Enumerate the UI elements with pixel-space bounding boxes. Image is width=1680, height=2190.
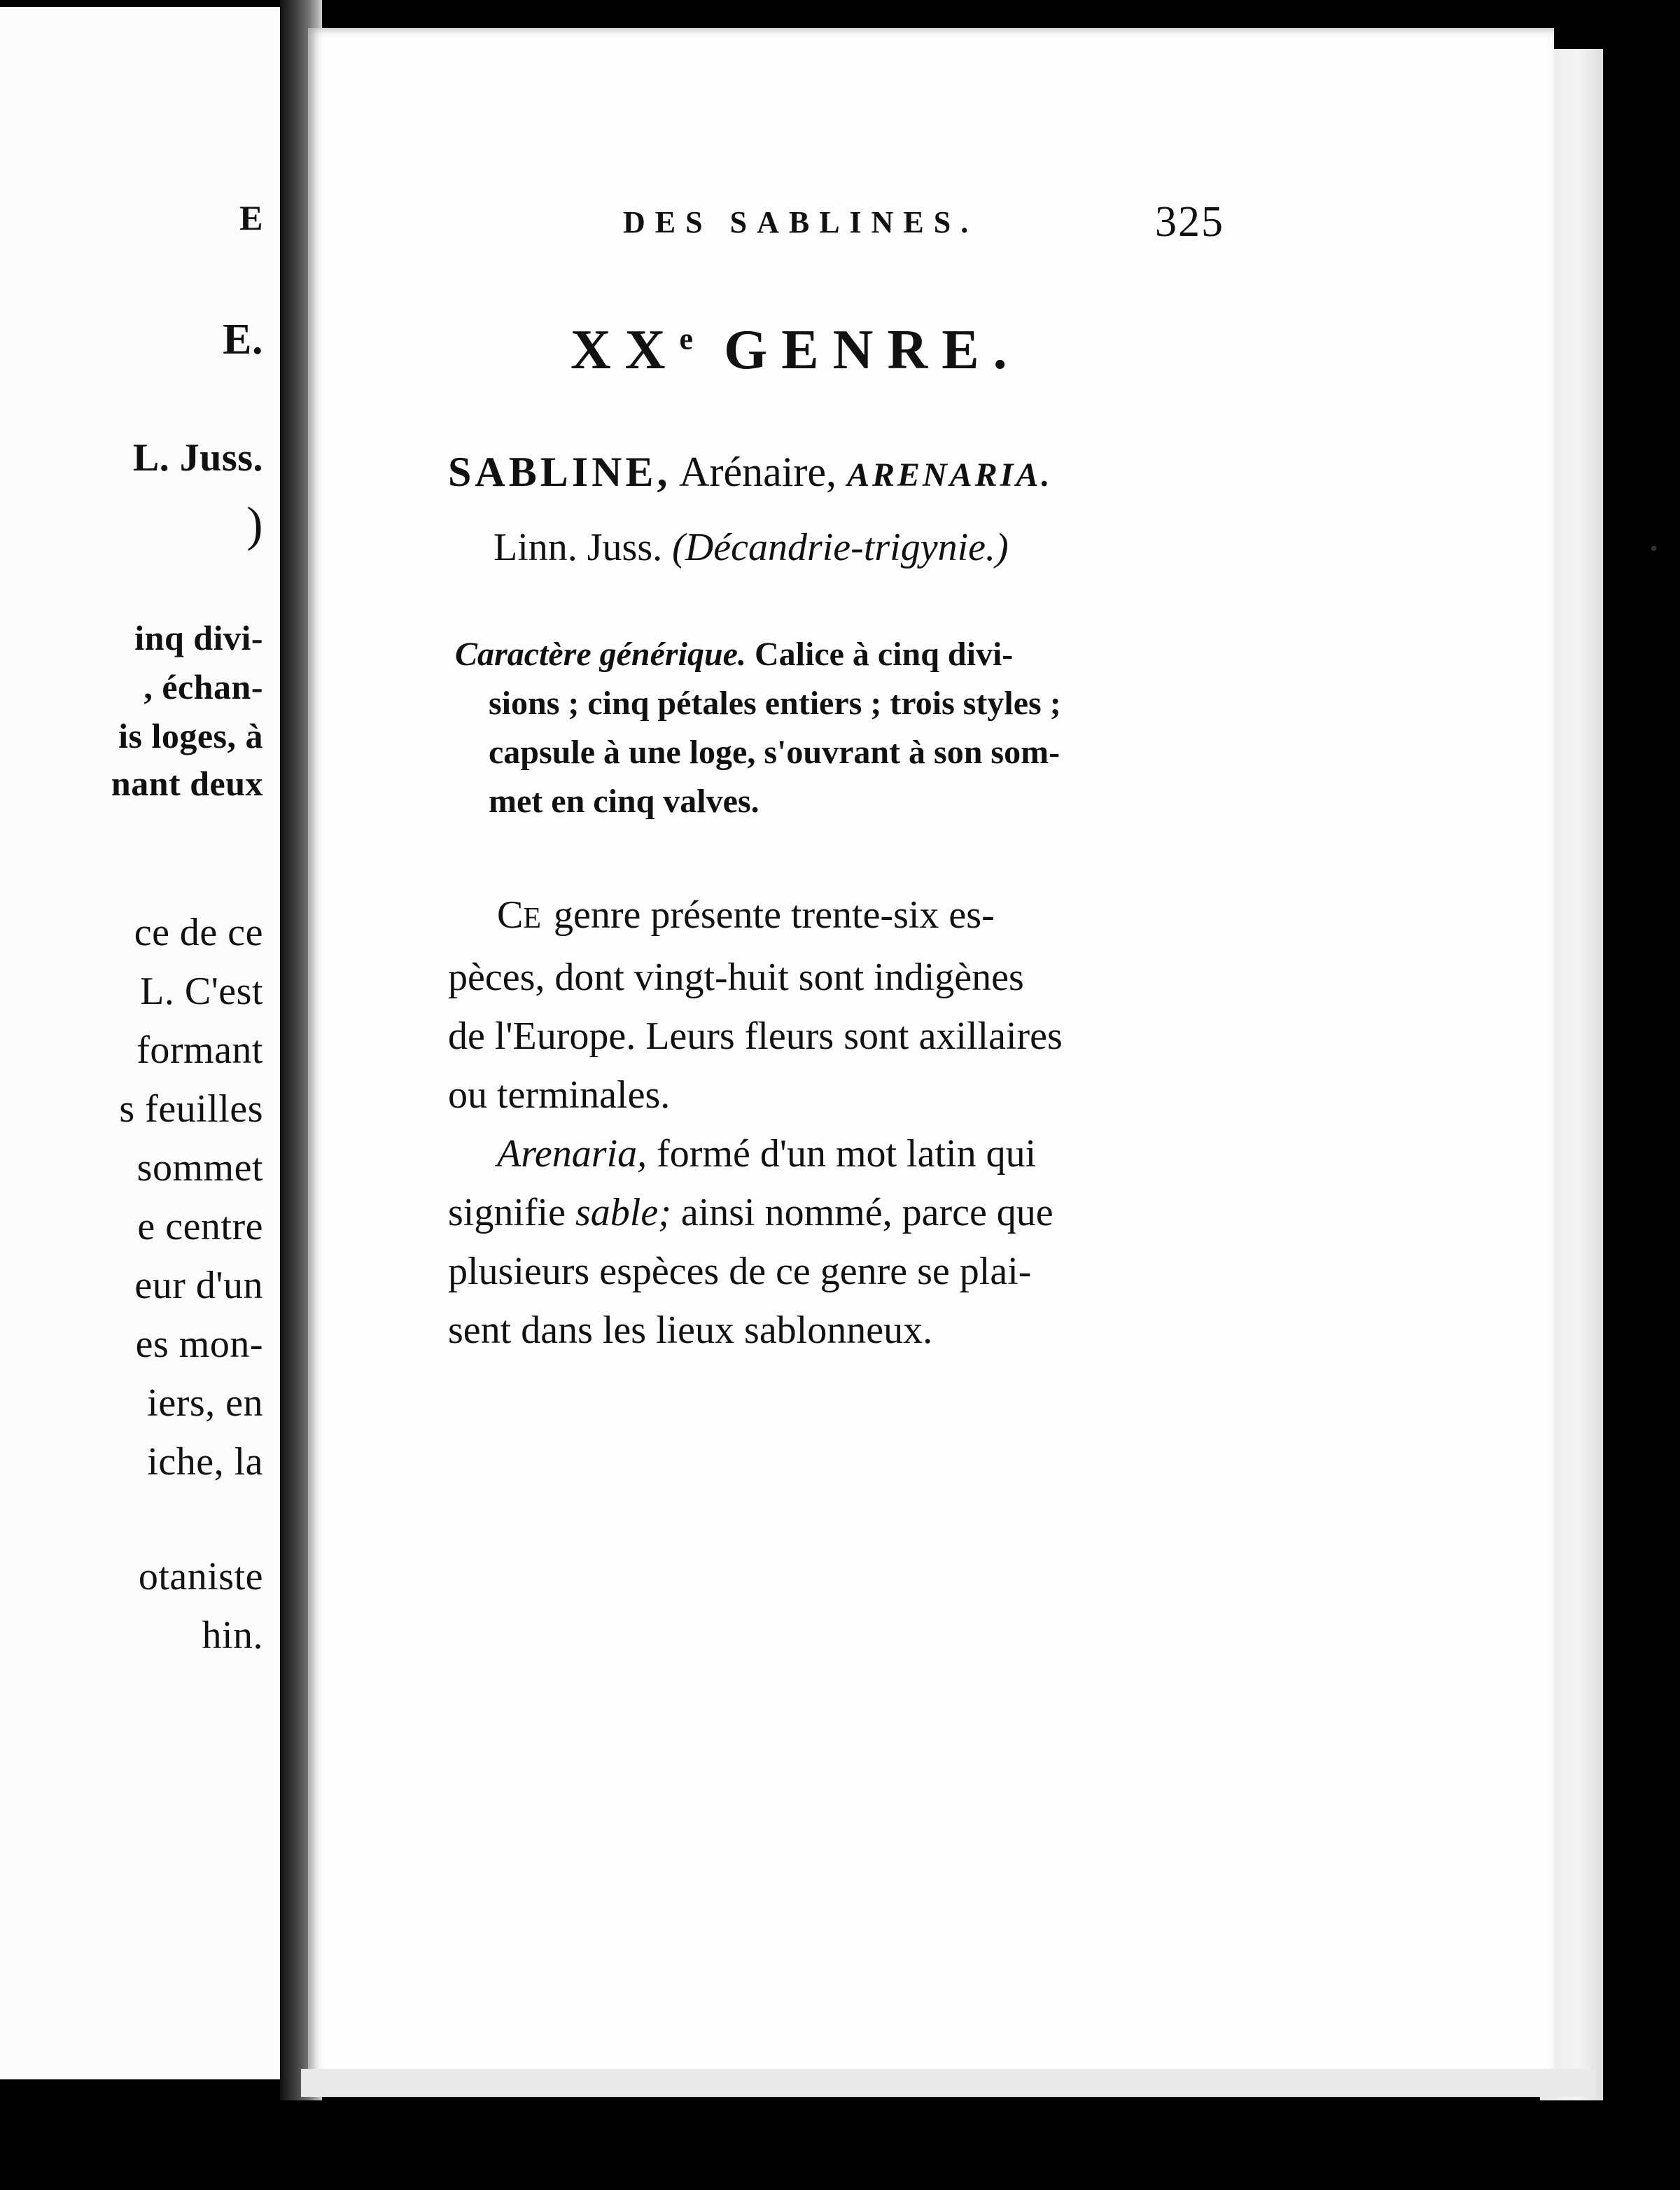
left-line: eur d'un — [134, 1264, 263, 1307]
paragraph-line: plusieurs espèces de ce genre se plai- — [448, 1250, 1032, 1293]
left-line: nant deux — [111, 764, 263, 803]
left-line: L. Juss. — [132, 436, 263, 480]
paragraph-line: de l'Europe. Leurs fleurs sont axillaires — [448, 1014, 1063, 1058]
drop-cap: C — [497, 893, 524, 937]
left-line: iers, en — [147, 1381, 263, 1425]
characteristic-text: Calice à cinq divi- — [754, 636, 1014, 673]
left-line: e centre — [137, 1205, 263, 1248]
left-line: es mon- — [135, 1323, 263, 1366]
left-line: iche, la — [147, 1440, 263, 1484]
page-number: 325 — [1155, 198, 1224, 246]
paragraph-text: genre présente trente-six es- — [554, 893, 995, 937]
description-text — [448, 886, 1246, 1360]
linnaean-class: (Décandrie-trigynie.) — [672, 526, 1009, 569]
paragraph-line: sent dans les lieux sablonneux. — [448, 1309, 933, 1352]
left-line: is loges, à — [118, 716, 263, 755]
left-line: ce de ce — [134, 911, 263, 954]
left-line: E — [239, 198, 263, 237]
french-name: Arénaire, — [679, 449, 836, 495]
small-cap: E — [523, 902, 545, 935]
running-head: DES SABLINES. — [623, 205, 979, 239]
paragraph-line — [448, 1124, 1246, 1183]
left-line: formant — [136, 1028, 263, 1072]
left-page — [0, 7, 298, 2079]
paragraph-line — [448, 886, 1246, 948]
characteristic-label: Caractère générique. — [455, 636, 746, 673]
characteristic-line: met en cinq valves. — [489, 783, 760, 820]
genre-title-superscript: e — [679, 321, 696, 356]
left-line: sommet — [136, 1146, 263, 1190]
genus-name-line — [448, 448, 1052, 496]
genre-title-word: GENRE. — [724, 319, 1021, 381]
genre-title-numeral: XX — [570, 319, 680, 381]
left-line: , échan- — [144, 667, 263, 706]
authors: Linn. Juss. — [493, 526, 663, 569]
paragraph-text: formé d'un mot latin qui — [657, 1132, 1037, 1176]
page-bottom-edge — [301, 2069, 1596, 2097]
left-line: inq divi- — [134, 618, 263, 657]
characteristic-line: capsule à une loge, s'ouvrant à son som- — [489, 734, 1060, 771]
left-line: s feuilles — [119, 1087, 263, 1131]
left-line: L. C'est — [140, 970, 263, 1013]
left-line: otaniste — [138, 1555, 263, 1598]
author-line — [493, 525, 1009, 570]
scan-speck: • — [1648, 539, 1660, 560]
etymology-term: Arenaria, — [497, 1132, 648, 1176]
latin-name: ARENARIA. — [847, 456, 1053, 494]
left-line: hin. — [202, 1614, 263, 1657]
paragraph-line: ou terminales. — [448, 1073, 671, 1117]
characteristic-line: sions ; cinq pétales entiers ; trois styles ; — [489, 685, 1061, 722]
left-line: E. — [223, 316, 263, 363]
generic-characteristic — [455, 630, 1246, 826]
genre-title — [570, 319, 1130, 382]
characteristic-line — [455, 630, 1246, 679]
paragraph-text: ainsi nommé, parce que — [680, 1191, 1054, 1234]
paragraph-line: pèces, dont vingt-huit sont indigènes — [448, 956, 1024, 999]
etymology-meaning: sable; — [575, 1191, 671, 1234]
paragraph-text: signifie — [448, 1191, 566, 1234]
genus-name: SABLINE, — [448, 449, 671, 495]
paragraph-line — [448, 1183, 1246, 1242]
left-line: ) — [246, 498, 263, 552]
